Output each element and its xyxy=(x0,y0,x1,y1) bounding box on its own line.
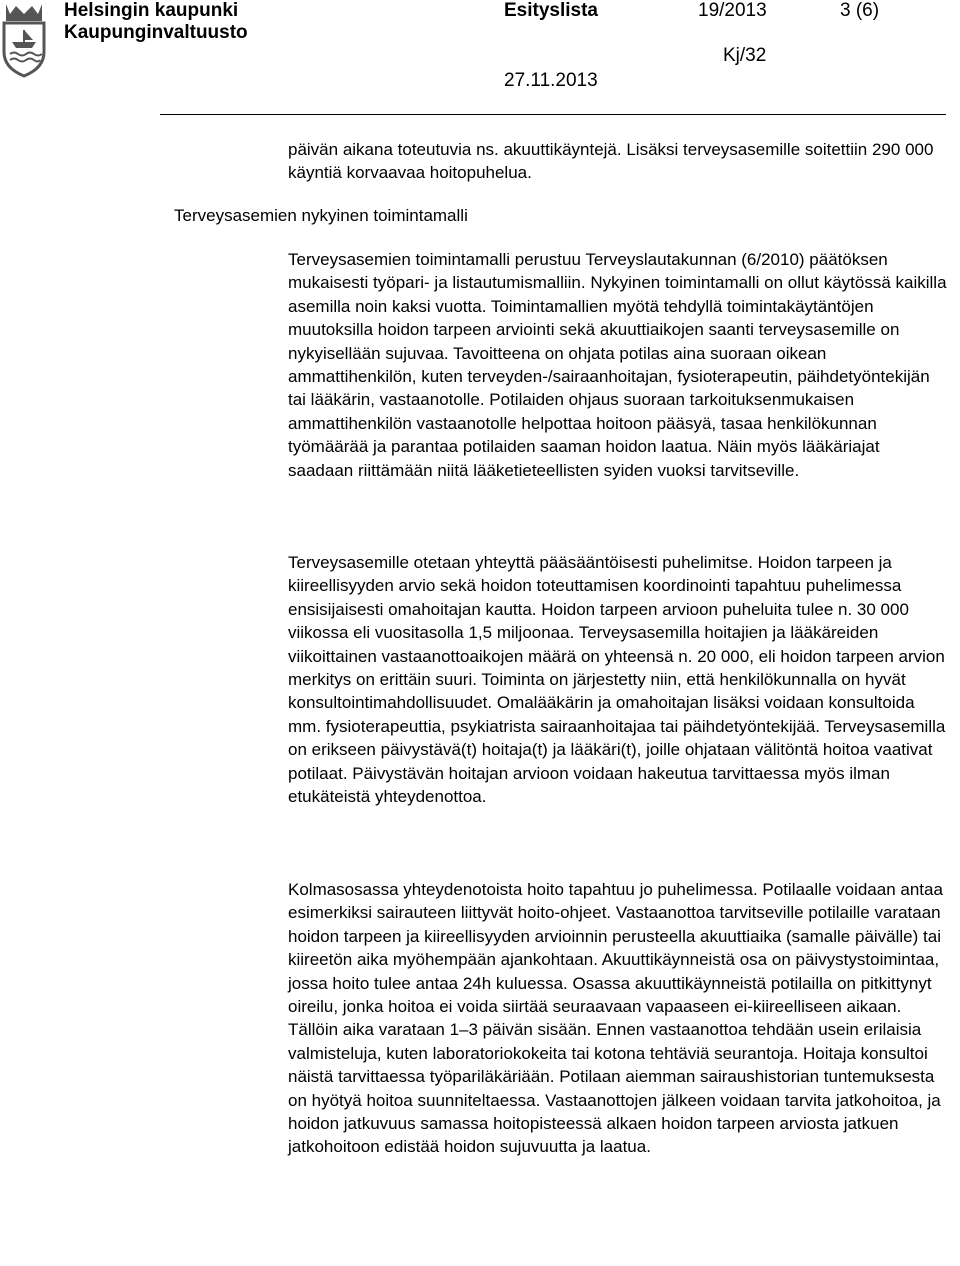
intro-paragraph xyxy=(288,138,948,185)
header-page-number: 3 (6) xyxy=(840,0,880,21)
header-doc-number: 19/2013 xyxy=(698,0,767,21)
paragraph-2-text: Terveysasemille otetaan yhteyttä pääsääntöisesti puhelimitse. Hoidon tarpeen ja kiireellisyyden arvio sekä hoidon toteuttamisen koordinointi tapahtuu puhelimessa ensisijaisesti omahoitajan kautta. Hoidon tarpeen arvioon puheluita tulee n. 30 000 viikossa eli vuositasolla 1,5 miljoonaa. Terveysasemilla hoitajien ja lääkäreiden viikoittainen vastaanottoaikojen määrä on yhteensä n. 20 000, eli hoidon tarpeen arvion merkitys on erittäin suuri. Toiminta on järjestetty niin, että henkilökunnalla on hyvät konsultointimahdollisuudet. Omalääkärin ja omahoitajan lisäksi voidaan konsultoida mm. fysioterapeuttia, psykiatrista sairaanhoitajaa tai päihdetyöntekijää. Terveysasemilla on erikseen päivystävä(t) hoitaja(t) ja lääkäri(t), joille ohjataan välitöntä hoitoa vaativat potilaat. Päivystävän hoitajan arvioon voidaan hakeutua tarvittaessa myös ilman etukäteistä yhteydenottoa. xyxy=(288,553,946,807)
header-date: 27.11.2013 xyxy=(504,70,598,91)
header-council: Kaupunginvaltuusto xyxy=(64,22,248,43)
paragraph-3 xyxy=(288,878,948,1159)
helsinki-coat-of-arms-icon xyxy=(0,0,48,80)
paragraph-1 xyxy=(288,248,948,482)
intro-text: päivän aikana toteutuvia ns. akuuttikäyntejä. Lisäksi terveysasemille soitettiin 290 000 käyntiä korvaavaa hoitopuhelua. xyxy=(288,140,934,183)
header-city: Helsingin kaupunki xyxy=(64,0,239,21)
paragraph-3-text: Kolmasosassa yhteydenotoista hoito tapahtuu jo puhelimessa. Potilaalle voidaan antaa esimerkiksi sairauteen liittyvät hoito-ohjeet. Vastaanottoa tarvitseville potilaille varataan hoidon tarpeen ja kiireellisyyden arvioinnin perusteella akuuttiaika (samalle päivälle) tai kiireetön aika myöhempään ajankohtaan. Akuuttikäynneistä osa on päivystystoimintaa, jossa hoito tulee antaa 24h kuluessa. Osassa akuuttikäynneistä potilailla on pitkittynyt oireilu, jonka hoitoa ei voida siirtää seuraavaan vapaaseen ei-kiireelliseen aikaan. Tällöin aika varataan 1–3 päivän sisään. Ennen vastaanottoa tehdään usein erilaisia valmisteluja, kuten laboratoriokokeita tai kotona tehtäviä seurantoja. Hoitaja konsultoi näistä tarvittaessa työpariläkäriään. Potilaan aiemman sairaushistorian tuntemuksesta on hyötyä hoitoa suunniteltaessa. Vastaanottojen jälkeen voidaan tarvita jatkohoitoa, ja hoidon jatkuvuus samassa hoitopisteessä alkaen hoidon tarpeen arviosta jatkuen jatkohoitoon edistää hoidon sujuvuutta ja laatua. xyxy=(288,880,943,1157)
header-item-code: Kj/32 xyxy=(723,45,767,66)
header-doc-type: Esityslista xyxy=(504,0,598,21)
paragraph-1-text: Terveysasemien toimintamalli perustuu Terveyslautakunnan (6/2010) päätöksen mukaisesti työpari- ja listautumismalliin. Nykyinen toimintamalli on ollut käytössä kaikilla asemilla noin kaksi vuotta. Toimintamallien myötä tehdyllä toimintakäytäntöjen muutoksilla hoidon tarpeen arviointi sekä akuuttiaikojen saanti terveysasemille on nykyisellään sujuvaa. Tavoitteena on ohjata potilas aina suoraan oikean ammattihenkilön, kuten terveyden-/sairaanhoitajan, fysioterapeutin, päihdetyöntekijän tai lääkärin, vastaanotolle. Potilaiden ohjaus suoraan tarkoituksenmukaisen ammattihenkilön vastaanotolle helpottaa hoitoon pääsyä, tasaa henkilökunnan työmäärää ja parantaa potilaiden saaman hoidon laatua. Näin myös lääkäriajat saadaan riittämään niitä lääketieteellisten syiden vuoksi tarvitseville. xyxy=(288,250,947,480)
section-heading: Terveysasemien nykyinen toimintamalli xyxy=(174,206,468,225)
header-divider xyxy=(160,114,946,115)
paragraph-2 xyxy=(288,551,948,808)
